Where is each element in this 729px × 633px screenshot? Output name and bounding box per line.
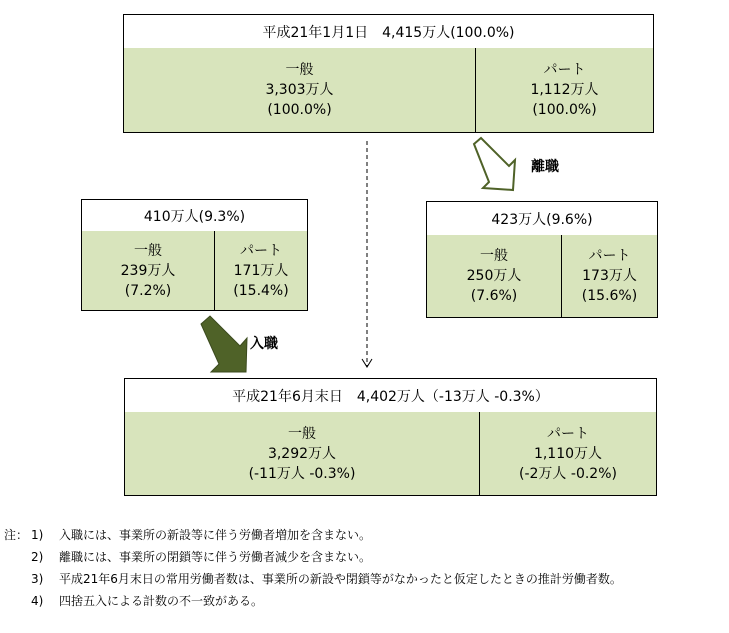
note-item <box>4 524 622 546</box>
june-end-part-label: パート <box>547 425 589 442</box>
hires-part-label: パート <box>240 242 282 259</box>
jan1-part-label: パート <box>543 62 586 78</box>
note-item <box>4 546 622 568</box>
hire-arrow-icon <box>201 316 247 372</box>
notes-prefix: 注： <box>4 528 29 542</box>
note-text: 入職には、事業所の新設等に伴う労働者増加を含まない。 <box>59 528 372 542</box>
note-number: 3) <box>31 572 44 586</box>
jan1-general-value: 3,303万人 <box>265 82 334 98</box>
separations-part-label: パート <box>588 248 631 264</box>
note-text: 平成21年6月末日の常用労働者数は、事業所の新設や閉鎖等がなかったと仮定したときの推計労働者数。 <box>59 572 622 586</box>
notes <box>4 524 622 612</box>
note-number: 2) <box>31 550 44 564</box>
separation-label: 離職 <box>531 159 559 175</box>
jan1-part-pct: (100.0%) <box>532 102 597 118</box>
hires-general-pct: (7.2%) <box>124 282 172 299</box>
note-item <box>4 568 622 590</box>
note-item <box>4 590 622 612</box>
separations-general-value: 250万人 <box>466 268 522 284</box>
separation-arrow-icon <box>474 138 515 190</box>
june-end-part-pct: (-2万人 -0.2%) <box>519 465 617 482</box>
separations-header: 423万人(9.6%) <box>427 202 657 237</box>
june-end-part-value: 1,110万人 <box>533 445 603 462</box>
hires-header: 410万人(9.3%) <box>82 200 307 233</box>
hire-label: 入職 <box>250 336 278 352</box>
june-end-general-value: 3,292万人 <box>267 445 337 462</box>
note-text: 四捨五入による計数の不一致がある。 <box>59 594 264 608</box>
june-end-general-pct: (-11万人 -0.3%) <box>248 465 356 482</box>
june-end-header: 平成21年6月末日 4,402万人（-13万人 -0.3%） <box>125 379 656 414</box>
jan1-part-value: 1,112万人 <box>530 82 599 98</box>
hires-general-value: 239万人 <box>120 262 176 279</box>
separations-general-pct: (7.6%) <box>470 288 518 304</box>
june-end-general-label: 一般 <box>288 425 316 442</box>
separations-part-value: 173万人 <box>582 268 637 284</box>
note-number: 4) <box>31 594 44 608</box>
jan1-general-pct: (100.0%) <box>267 102 332 118</box>
note-number: 1) <box>31 528 44 542</box>
jan1-header: 平成21年1月1日 4,415万人(100.0%) <box>124 15 653 50</box>
note-text: 離職には、事業所の閉鎖等に伴う労働者減少を含まない。 <box>59 550 372 564</box>
separations-general-label: 一般 <box>480 248 508 264</box>
hires-part-pct: (15.4%) <box>233 282 289 299</box>
hires-general-label: 一般 <box>134 242 162 259</box>
separations-part-pct: (15.6%) <box>581 288 638 304</box>
hires-part-value: 171万人 <box>233 262 289 279</box>
jan1-general-label: 一般 <box>285 62 314 78</box>
